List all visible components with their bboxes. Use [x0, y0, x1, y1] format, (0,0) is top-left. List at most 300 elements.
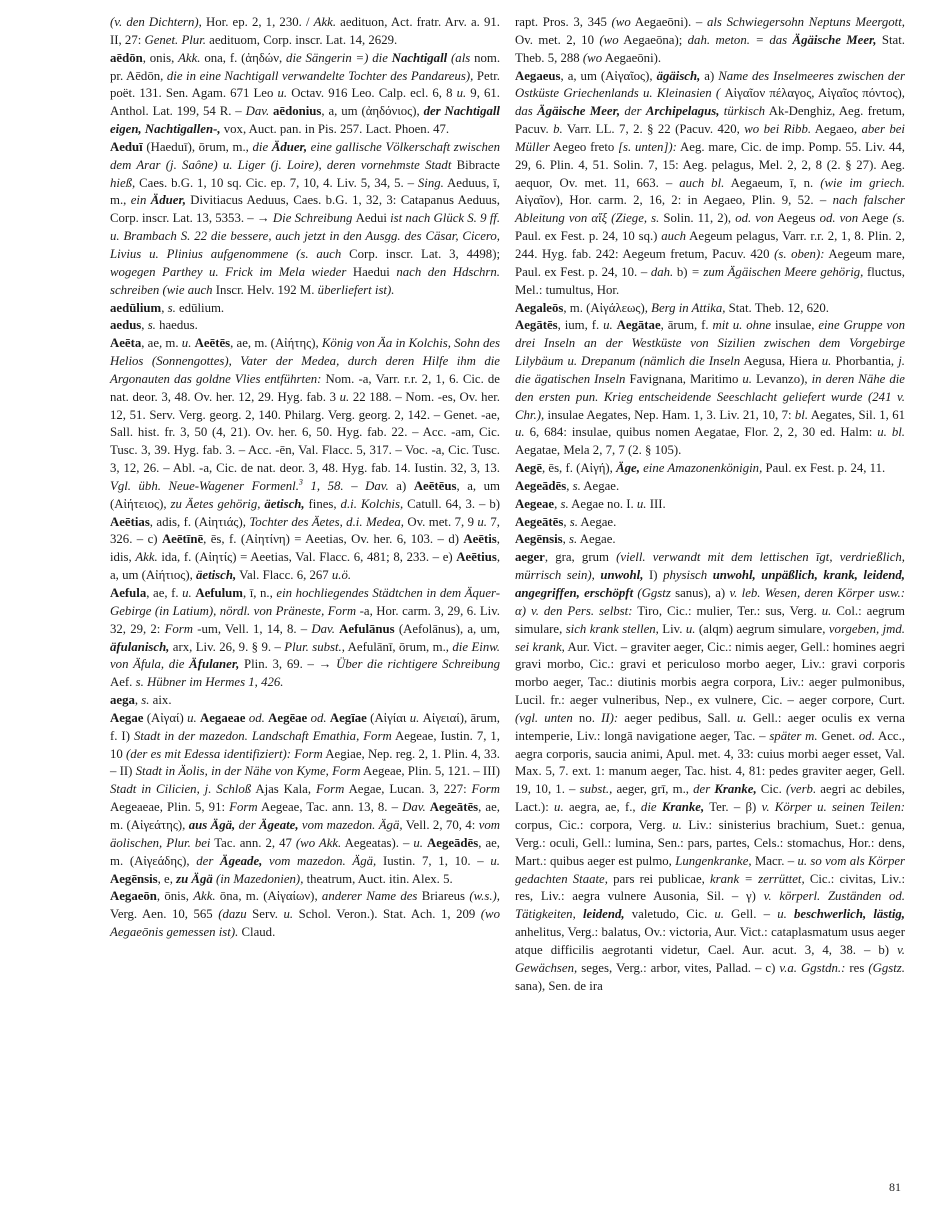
citation-text: , onis,: [142, 50, 179, 65]
headword: Aegeādēs: [427, 835, 479, 850]
citation-text: ,: [134, 693, 142, 708]
gloss-italic: auch bl.: [679, 175, 725, 190]
headword: Aeduī: [110, 139, 143, 154]
gloss-italic: Berg in Attika,: [651, 300, 726, 315]
citation-text: b): [673, 264, 692, 279]
headword: Aeētēus: [413, 478, 457, 493]
gloss-italic: sich krank stellen,: [565, 621, 659, 636]
headword: Aegātae: [616, 318, 661, 333]
citation-text: Aef.: [110, 675, 136, 690]
gloss-italic: die: [252, 139, 272, 154]
citation-text: Catull. 64, 3. – b): [403, 496, 500, 511]
citation-text: ,: [141, 318, 148, 333]
citation-text: , ae, m. (Αἰγεάτης),: [110, 800, 500, 832]
citation-text: nom. pr. Aēdōn,: [110, 50, 501, 83]
citation-text: Inscr. Helv. 192 M.: [215, 282, 318, 297]
gloss-italic: (v. den Dichtern),: [110, 15, 202, 29]
citation-text: Plin. 3, 69. –: [239, 657, 319, 672]
translation-bold: äetisch,: [195, 568, 237, 583]
gloss-italic: d.i. Kolchis,: [340, 496, 404, 511]
superscript: 3: [298, 477, 303, 487]
citation-text: Aegeaeae, Plin. 5, 91:: [110, 800, 230, 815]
dictionary-entry: [110, 888, 500, 942]
citation-text: ōna, m. (Αἰγαίων),: [215, 889, 322, 904]
gloss-italic: u.: [181, 336, 192, 351]
gloss-italic: mit u. ohne: [712, 318, 772, 333]
gloss-italic: u.: [277, 86, 288, 101]
gloss-italic: türkisch: [719, 104, 766, 119]
citation-text: Liv.: sinisterius brachium, Suet.: genua, Verg.: oculi, Gell.: lumina, Sen.: pars, partes, Cels.: stomachus, Hor.: dens, Mart.: quibus aeger est pulmo,: [515, 817, 905, 868]
gloss-italic: (verb.: [785, 782, 817, 797]
citation-text: Gell.: aeger oculis ex verna intemperie, Liv.: longā navigatione aeger, Tac. –: [515, 710, 905, 743]
headword: aēdonius: [273, 104, 322, 119]
gloss-italic: (wo Aegaeōnis gemessen ist).: [110, 907, 500, 940]
gloss-italic: (in Mazedonien),: [212, 871, 304, 886]
headword: Aegēnsis: [515, 532, 563, 547]
citation-text: aegra, ae, f.,: [563, 800, 641, 815]
citation-text: Aegeatas). –: [341, 835, 414, 850]
dictionary-entry: [515, 549, 905, 995]
dictionary-entry: [110, 692, 500, 710]
headword: Aegaeus: [515, 68, 561, 83]
citation-text: , a, um (Αἰγαῖος),: [560, 68, 657, 83]
citation-text: Aegeum mare, Paul. ex Fest. p. 24, 10. –: [515, 246, 905, 279]
citation-text: Ov. met. 7, 9: [403, 514, 478, 529]
translation-bold: Ägeate,: [259, 817, 299, 832]
citation-text: edūlium.: [175, 300, 225, 315]
citation-text: Hor. ep. 2, 1, 230. /: [201, 15, 314, 29]
translation-bold: Äduer,: [271, 139, 308, 154]
gloss-italic: Vgl. übh. Neue-Wagener Formenl.: [110, 478, 299, 493]
citation-text: Aegaeōni).: [602, 50, 662, 65]
citation-text: insulae,: [771, 318, 819, 333]
gloss-italic: die Sängerin =) die: [286, 50, 392, 65]
headword: Aeētēs: [194, 336, 231, 351]
dictionary-entry: [515, 68, 905, 300]
gloss-italic: u.: [742, 371, 753, 386]
citation-text: , a, um (ἀηδόνιος),: [321, 104, 424, 119]
citation-text: Aegeae, Iustin. 7, 1, 10: [110, 728, 500, 761]
citation-text: , ae, f.: [146, 586, 183, 600]
gloss-italic: Akk.: [135, 550, 158, 565]
citation-text: Aeg. mare, Cic. de imp. Pomp. 55. Liv. 44, 29, 6. Plin. 4, 51. Solin. 7, 15: Aeg. pelagus, Mel. 2, 2, 8 (2. § 27). Aeg. aequor, Ov. met. 11, 663. –: [515, 139, 905, 190]
headword: Aefulānus: [339, 621, 395, 636]
citation-text: (alqm) aegrum simulare,: [695, 621, 829, 636]
gloss-italic: s.: [147, 318, 156, 333]
citation-text: Aegeae, Plin. 5, 121. – III): [360, 764, 500, 779]
gloss-italic: v. Körper u. seinen Teilen:: [761, 800, 905, 815]
dictionary-entry: [110, 14, 500, 50]
citation-text: Αἰγαῖον), Hor. carm. 2, 16, 2: in Aegaeo, Plin. 9, 52. –: [515, 193, 833, 208]
gloss-italic: Stadt in der mazedon. Landschaft Emathia, Form: [133, 728, 392, 743]
gloss-italic: der: [235, 817, 260, 832]
citation-text: Αἰγειαί), ārum, f. I): [110, 710, 500, 743]
citation-text: 7, 326. – c): [110, 514, 501, 547]
translation-bold: unwohl, unpäßlich, krank, leidend, angegriffen, erschöpft: [515, 568, 905, 600]
gloss-italic: das: [515, 104, 538, 119]
headword: Aefulum: [195, 586, 243, 600]
citation-text: (Αἰγαί): [143, 710, 188, 725]
gloss-italic: (w.s.),: [469, 889, 500, 904]
citation-text: fluctus, Mel.: tumultus, Hor.: [515, 264, 905, 297]
headword: aega: [110, 693, 135, 708]
dictionary-entry: [515, 514, 905, 532]
citation-text: valetudo, Cic.: [624, 907, 715, 922]
gloss-italic: u.: [515, 425, 525, 440]
headword: Aegeae: [515, 496, 555, 511]
translation-bold: beschwerlich, lästig,: [794, 907, 905, 922]
citation-text: Αἰγαῖον πέλαγος, Αἰγαῖος πόντος),: [720, 86, 905, 101]
citation-text: Verg. Aen. 10, 565: [110, 907, 219, 922]
gloss-italic: Akk.: [313, 15, 337, 29]
translation-bold: Ägeade,: [220, 853, 263, 868]
gloss-italic: b.: [553, 122, 563, 137]
citation-text: Stat. Theb. 5, 288: [515, 32, 905, 65]
gloss-italic: der: [196, 853, 221, 868]
translation-bold: der Nachtigall eigen, Nachtigallen-,: [110, 104, 500, 137]
citation-text: Val. Flacc. 6, 267: [236, 568, 332, 583]
translation-bold: unwohl,: [600, 568, 644, 583]
dictionary-entry: [110, 335, 500, 585]
gloss-italic: (wo Akk.: [295, 835, 342, 850]
citation-text: , ae, m.: [141, 336, 182, 351]
gloss-italic: → Über die richtigere Schreibung: [318, 657, 500, 672]
citation-text: Solin. 11, 2),: [659, 211, 736, 226]
citation-text: Liv.: [658, 621, 686, 636]
gloss-italic: s. Hübner im Hermes 1, 426.: [135, 675, 284, 690]
gloss-italic: (Ggstz.: [868, 960, 905, 975]
citation-text: Aur. Vict. – graviter aeger, Cic.: nimis aeger, Gell.: homines aegri gravi morbo, Cic.: gravi et periculoso morbo aeger, Liv.: gravi corporis morbo aeger, Tac.: diutinis morbis aegra corpora, Liv.: aeger pulmonibus, Lucil. fr.: aeger vulneribus, Nep., ex vulnere, Cic. – aeger corpore, Curt.: [515, 639, 905, 708]
gloss-italic: die in eine Nachtigall verwandelte Tochter des Pandareus),: [166, 68, 474, 83]
citation-text: Aegeum pelagus, Varr. r.r. 2, 1, 8. Plin. 2, 244. Hyg. fab. 242: Aegeum fretum, Pacuv. 420: [515, 229, 905, 261]
gloss-italic: Form: [229, 800, 258, 815]
citation-text: (Aefolānus), a, um,: [394, 621, 500, 636]
headword: Aegae: [110, 710, 144, 725]
citation-text: , ēs, f. (Αἰητίνη) = Aeetias, Ov. her. 6, 103. – d): [203, 532, 464, 547]
citation-text: Levanzo),: [752, 371, 812, 386]
gloss-italic: nach den Hdschrn. schreiben (wie auch: [110, 264, 501, 297]
gloss-italic: krank = zerrüttet,: [710, 871, 805, 886]
translation-bold: Äfulaner,: [189, 657, 240, 672]
gloss-italic: od.: [858, 728, 875, 743]
citation-text: 9, 61. Anthol. Lat. 199, 54 R. –: [110, 86, 500, 119]
gloss-italic: vom mazedon. Ägä,: [262, 853, 377, 868]
citation-text: aedituom, Corp. inscr. Lat. 14, 2629.: [205, 32, 398, 47]
citation-text: Aegeus: [773, 211, 820, 226]
gloss-italic: j. die ägatischen Inseln: [515, 354, 905, 386]
dictionary-entry: [110, 139, 500, 300]
gloss-italic: Stadt in Äolis, in der Nähe von Kyme, Form: [135, 764, 361, 779]
citation-text: ,: [566, 478, 573, 493]
translation-bold: leidend,: [582, 907, 625, 922]
citation-text: Ov. met. 2, 10: [515, 32, 600, 47]
gloss-italic: (wie im griech.: [820, 175, 905, 190]
citation-text: Corp. inscr. Lat. 3, 4498);: [349, 246, 501, 261]
gloss-italic: Stadt in Cilicien, j. Schloß: [110, 782, 252, 797]
gloss-italic: ist nach Glück S. 9 ff. u. Brambach S. 22 die bessere, auch jetzt in den Ausgg. des Cäsar, Cicero, Livius u. Plinius aufgenommene (s. auch: [110, 211, 501, 261]
citation-text: aeger pedibus, Sall.: [618, 710, 737, 725]
citation-text: Phorbantia,: [831, 354, 899, 369]
gloss-italic: eine Amazonenkönigin,: [639, 461, 763, 476]
translation-bold: äetisch,: [264, 496, 305, 511]
dictionary-entry: [110, 317, 500, 335]
citation-text: Aegaeum, ī, n.: [724, 175, 821, 190]
gloss-italic: ein: [130, 193, 151, 208]
gloss-italic: 1, 58. – Dav.: [302, 478, 389, 493]
citation-text: aix.: [149, 693, 172, 708]
headword: Aefula: [110, 586, 147, 600]
gloss-italic: v. körperl. Zuständen od. Tätigkeiten,: [515, 889, 906, 922]
citation-text: sana), Sen. de ira: [515, 978, 603, 993]
gloss-italic: Akk.: [178, 50, 201, 65]
citation-text: Aegae no. I.: [568, 496, 637, 511]
citation-text: Aegusa, Hiera: [740, 354, 822, 369]
translation-bold: Kranke,: [714, 782, 757, 797]
citation-text: ,: [563, 514, 570, 529]
headword: Aegeātēs: [515, 514, 564, 529]
translation-bold: Nachtigall: [391, 50, 448, 65]
citation-text: haedus.: [155, 318, 198, 333]
translation-bold: Ägäische Meer,: [792, 32, 877, 47]
gloss-italic: u.: [182, 586, 192, 600]
gloss-italic: auch: [661, 229, 687, 244]
citation-text: -um, Vell. 1, 14, 8. –: [193, 621, 312, 636]
citation-text: , idis,: [110, 532, 500, 565]
citation-text: Varr. LL. 7, 2. § 22 (Pacuv. 420,: [562, 122, 745, 137]
citation-text: Genet.: [817, 728, 859, 743]
headword: Aegēnsis: [110, 871, 158, 886]
citation-text: (Αἰγίαι: [366, 710, 410, 725]
gloss-italic: [s. unten]):: [618, 139, 677, 154]
citation-text: aedituon, Act. fratr. Arv. a. 91. II, 27:: [110, 15, 501, 47]
citation-text: Bibracte: [456, 157, 500, 172]
citation-text: Octav. 916 Leo. Calp. ecl. 6, 8: [287, 86, 457, 101]
headword: Aegaleōs: [515, 300, 564, 315]
page-number: 81: [889, 1180, 901, 1194]
gloss-italic: s.: [569, 514, 578, 529]
gloss-italic: aber bei Müller: [515, 122, 905, 154]
gloss-italic: (vgl. unten: [515, 710, 573, 725]
dictionary-entry: [515, 460, 905, 478]
citation-text: , a, um (Αἰήτιος),: [110, 550, 501, 583]
dictionary-entry: [515, 300, 905, 318]
gloss-italic: ein hochliegendes Städtchen in dem Äquer-Gebirge (in Latium), nördl. von Präneste, Form: [110, 586, 501, 618]
citation-text: 6, 684: insulae, quibus nomen Aegatae, Flor. 2, 2, 30 ed. Halm:: [524, 425, 878, 440]
gloss-italic: u.: [283, 907, 294, 922]
gloss-italic: der: [620, 104, 646, 119]
gloss-italic: Form: [471, 782, 500, 797]
gloss-italic: überliefert ist).: [317, 282, 395, 297]
gloss-italic: vom mazedon. Ägä,: [298, 817, 403, 832]
headword: Aegātēs: [515, 318, 558, 333]
gloss-italic: II):: [601, 710, 619, 725]
gloss-italic: od.: [248, 710, 265, 725]
gloss-italic: (wo: [611, 15, 631, 29]
gloss-italic: v.a. Ggstdn.:: [779, 960, 846, 975]
gloss-italic: u.: [490, 853, 500, 868]
citation-text: Gell. –: [723, 907, 778, 922]
citation-text: ona, f. (ἀηδών,: [200, 50, 287, 65]
citation-text: ,: [562, 532, 570, 547]
gloss-italic: v. leb. Wesen, deren Körper usw.: α) v. den Pers. selbst:: [515, 586, 905, 618]
gloss-italic: = zum Ägäischen Meere gehörig,: [691, 264, 864, 279]
gloss-italic: u.: [821, 354, 832, 369]
citation-text: Aedui: [355, 211, 391, 226]
citation-text: I): [643, 568, 664, 583]
gloss-italic: (s.: [892, 211, 905, 226]
gloss-italic: v. Gewächsen,: [515, 942, 905, 975]
citation-text: theatrum, Auct. itin. Alex. 5.: [303, 871, 453, 886]
citation-text: , e,: [157, 871, 177, 886]
citation-text: 22 188. – Nom. -es, Ov. her. 12, 51. Serv. Verg. georg. 2, 140. Philarg. Verg. georg. 2, 142. – Genet. -ae, Sall. hist. fr. 3, 50 (4, 21). Ov. her. 6, 50. Hyg. fab. 22. – Acc. -am, Cic. Tusc. 3, 39. Hyg. fab. 3. – Acc. -ēn, Val. Flacc. 5, 317. – Voc. -a, Cic. Tusc. 3, 12, 26. – Abl. -a, Cic. de nat. deor. 3, 48. Hyg. fab. 14. Iustin. 32, 3, 13.: [110, 389, 500, 476]
gloss-italic: → Die Schreibung: [256, 211, 356, 226]
citation-text: Vell. 2, 70, 4:: [402, 817, 479, 832]
citation-text: Aege: [858, 211, 893, 226]
headword: Aegaeae: [200, 710, 246, 725]
citation-text: Macr. –: [751, 853, 798, 868]
gloss-italic: Dav.: [245, 104, 270, 119]
citation-text: , ēs, f. (Αἰγή),: [542, 461, 617, 476]
gloss-italic: u.: [685, 621, 696, 636]
gloss-italic: (Ggstz: [633, 586, 671, 600]
translation-bold: Ägäische Meer,: [537, 104, 621, 119]
citation-text: Tiro, Cic.: mulier, Ter.: sus, Verg.: [632, 603, 822, 618]
gloss-italic: u. bl.: [877, 425, 905, 440]
gloss-italic: eine Gruppe von drei Inseln an der Westküste von Sizilien zwischen dem Vorgebirge Lilybäum u. Drepanum (nämlich die Inseln: [515, 318, 905, 369]
gloss-italic: bl.: [794, 407, 809, 422]
citation-text: anhelitus, Verg.: balatus, Ov.: victoria, Aur. Vict.: cataplasmatum usus aeger atque difficilis aegrotanti videtur, Cael. Aur. acut. 3, 4, 38. – b): [515, 925, 905, 957]
citation-text: Briareus: [417, 889, 470, 904]
citation-text: Iustin. 7, 1, 10. –: [376, 853, 491, 868]
citation-text: Paul. ex Fest. p. 24, 10 sq.): [515, 229, 662, 244]
gloss-italic: Dav.: [311, 621, 335, 636]
gloss-italic: u.: [736, 710, 747, 725]
citation-text: Divitiacus Aeduus, Caes. b.G. 1, 32, 3: Catapanus Aeduus, Corp. inscr. Lat. 13, 5353. –: [110, 193, 500, 226]
gloss-italic: u.: [187, 710, 197, 725]
citation-text: sanus), a): [670, 586, 730, 600]
citation-text: Aegae.: [577, 514, 617, 529]
citation-text: a): [700, 68, 719, 83]
citation-text: ,: [554, 496, 561, 511]
gloss-italic: die Einw. von Äfula, die: [110, 639, 500, 672]
citation-text: res: [845, 960, 869, 975]
gloss-italic: (wo: [599, 32, 619, 47]
citation-text: Serv.: [246, 907, 284, 922]
translation-bold: Äduer,: [150, 193, 186, 208]
gloss-italic: u.: [477, 514, 487, 529]
gloss-italic: vorgeben, jmd. sei krank,: [515, 621, 906, 654]
gloss-italic: u.: [672, 817, 682, 832]
gloss-italic: Genet. Plur.: [144, 32, 206, 47]
citation-text: a): [388, 478, 414, 493]
gloss-italic: s.: [569, 532, 578, 547]
dictionary-entry: [515, 317, 905, 460]
citation-text: arx, Liv. 26, 9. § 9. –: [169, 639, 285, 654]
citation-text: ,: [161, 300, 168, 315]
gloss-italic: s.: [141, 693, 150, 708]
right-column: [515, 14, 905, 995]
citation-text: Tac. ann. 2, 47: [210, 835, 296, 850]
gloss-italic: u.: [636, 496, 647, 511]
headword: aedūlium: [110, 300, 162, 315]
citation-text: corpus, Cic.: corpora, Verg.: [515, 817, 673, 832]
gloss-italic: physisch: [663, 568, 713, 583]
headword: Aegeādēs: [515, 478, 567, 493]
citation-text: Acc., aegra corporis, saucia animi, Apul. met. 4, 33: cuius morbi aeger esset, Val. Max. 5, 7. ext. 1: manum aeger, Tac. hist. 4, 81: pedes graviter aeger, Gell. 19, 10, 1. –: [515, 728, 905, 797]
citation-text: Aegaeo,: [811, 122, 862, 137]
citation-text: insulae Aegates, Nep. Ham. 1, 3. Liv. 21, 10, 7:: [544, 407, 795, 422]
gloss-italic: od.: [310, 710, 327, 725]
headword: Aeētis: [463, 532, 497, 547]
translation-bold: aus Ägä,: [188, 817, 236, 832]
gloss-italic: als Schwiegersohn Neptuns Meergott,: [706, 15, 905, 29]
citation-text: , ōnis,: [156, 889, 194, 904]
citation-text: Aegeo freto: [549, 139, 619, 154]
citation-text: Ajas Kala,: [251, 782, 316, 797]
citation-text: Cic.: [756, 782, 786, 797]
translation-bold: Archipelagus,: [645, 104, 720, 119]
citation-text: Cic.: civitas, Liv.: res, Liv.: aegra vulnere Ausonia, Sil. – γ): [515, 871, 905, 904]
citation-text: fines,: [304, 496, 341, 511]
headword: Aeēta: [110, 336, 142, 351]
citation-text: , m. (Αἰγάλεως),: [563, 300, 652, 315]
dictionary-entry: [515, 531, 905, 549]
gloss-italic: vom äolischen, Plur. bei: [110, 817, 501, 850]
gloss-italic: u.: [603, 318, 613, 333]
citation-text: , gra, grum: [544, 550, 617, 565]
citation-text: III.: [646, 496, 666, 511]
dictionary-entry: [515, 496, 905, 514]
gloss-italic: (viell. verwandt mit dem lettischen īgt, verdrießlich, mürrisch sein),: [515, 550, 905, 583]
gloss-italic: Lungenkranke,: [675, 853, 752, 868]
gloss-italic: u.: [456, 86, 467, 101]
citation-text: Aegaeōna);: [618, 32, 688, 47]
gloss-italic: zu Äetes gehörig,: [170, 496, 265, 511]
translation-bold: äfulanisch,: [110, 639, 170, 654]
citation-text: aegri ac debiles, Lact.):: [515, 782, 906, 815]
gloss-italic: Tochter des Äetes, d.i. Medea,: [249, 514, 404, 529]
gloss-italic: (wo: [582, 50, 603, 65]
citation-text: Ter. – β): [704, 800, 762, 815]
gloss-italic: Dav.: [402, 800, 426, 815]
gloss-italic: u.: [821, 603, 832, 618]
citation-text: no.: [572, 710, 602, 725]
gloss-italic: Form: [164, 621, 193, 636]
headword: Aeētius: [456, 550, 497, 565]
citation-text: Petr. poët. 131. Sen. Agam. 671 Leo: [110, 68, 501, 101]
gloss-italic: nach falscher Ableitung von αἴξ (Ziege, s.: [515, 193, 905, 226]
gloss-italic: dah.: [650, 264, 674, 279]
gloss-italic: od. von: [819, 211, 859, 226]
dictionary-entry: [110, 710, 500, 888]
citation-text: Aegae.: [580, 478, 620, 493]
headword: Aegīae: [329, 710, 367, 725]
gloss-italic: dah. meton. = das: [687, 32, 793, 47]
citation-text: , ae, m. (Αἰήτης),: [230, 336, 322, 351]
gloss-italic: subst.,: [579, 782, 613, 797]
gloss-italic: (der es mit Edessa identifiziert): Form: [126, 746, 323, 761]
citation-text: , a, um (Αἰήτειος),: [110, 478, 501, 511]
gloss-italic: eine gallische Völkerschaft zwischen dem Arar (j. Saône) u. Liger (j. Loire), deren vornehmste Stadt: [110, 139, 500, 172]
headword: Aegaeōn: [110, 889, 157, 904]
gloss-italic: Sing.: [417, 175, 444, 190]
gloss-italic: u.ö.: [331, 568, 352, 583]
gloss-italic: Form: [315, 782, 345, 797]
gloss-italic: wo bei Ribb.: [744, 122, 812, 137]
citation-text: vox, Auct. pan. in Pis. 257. Lact. Phoen. 47.: [220, 122, 450, 137]
headword: Aeētīnē: [161, 532, 204, 547]
citation-text: Ak-Denghiz, Aeg. fretum, Pacuv.: [515, 104, 905, 137]
